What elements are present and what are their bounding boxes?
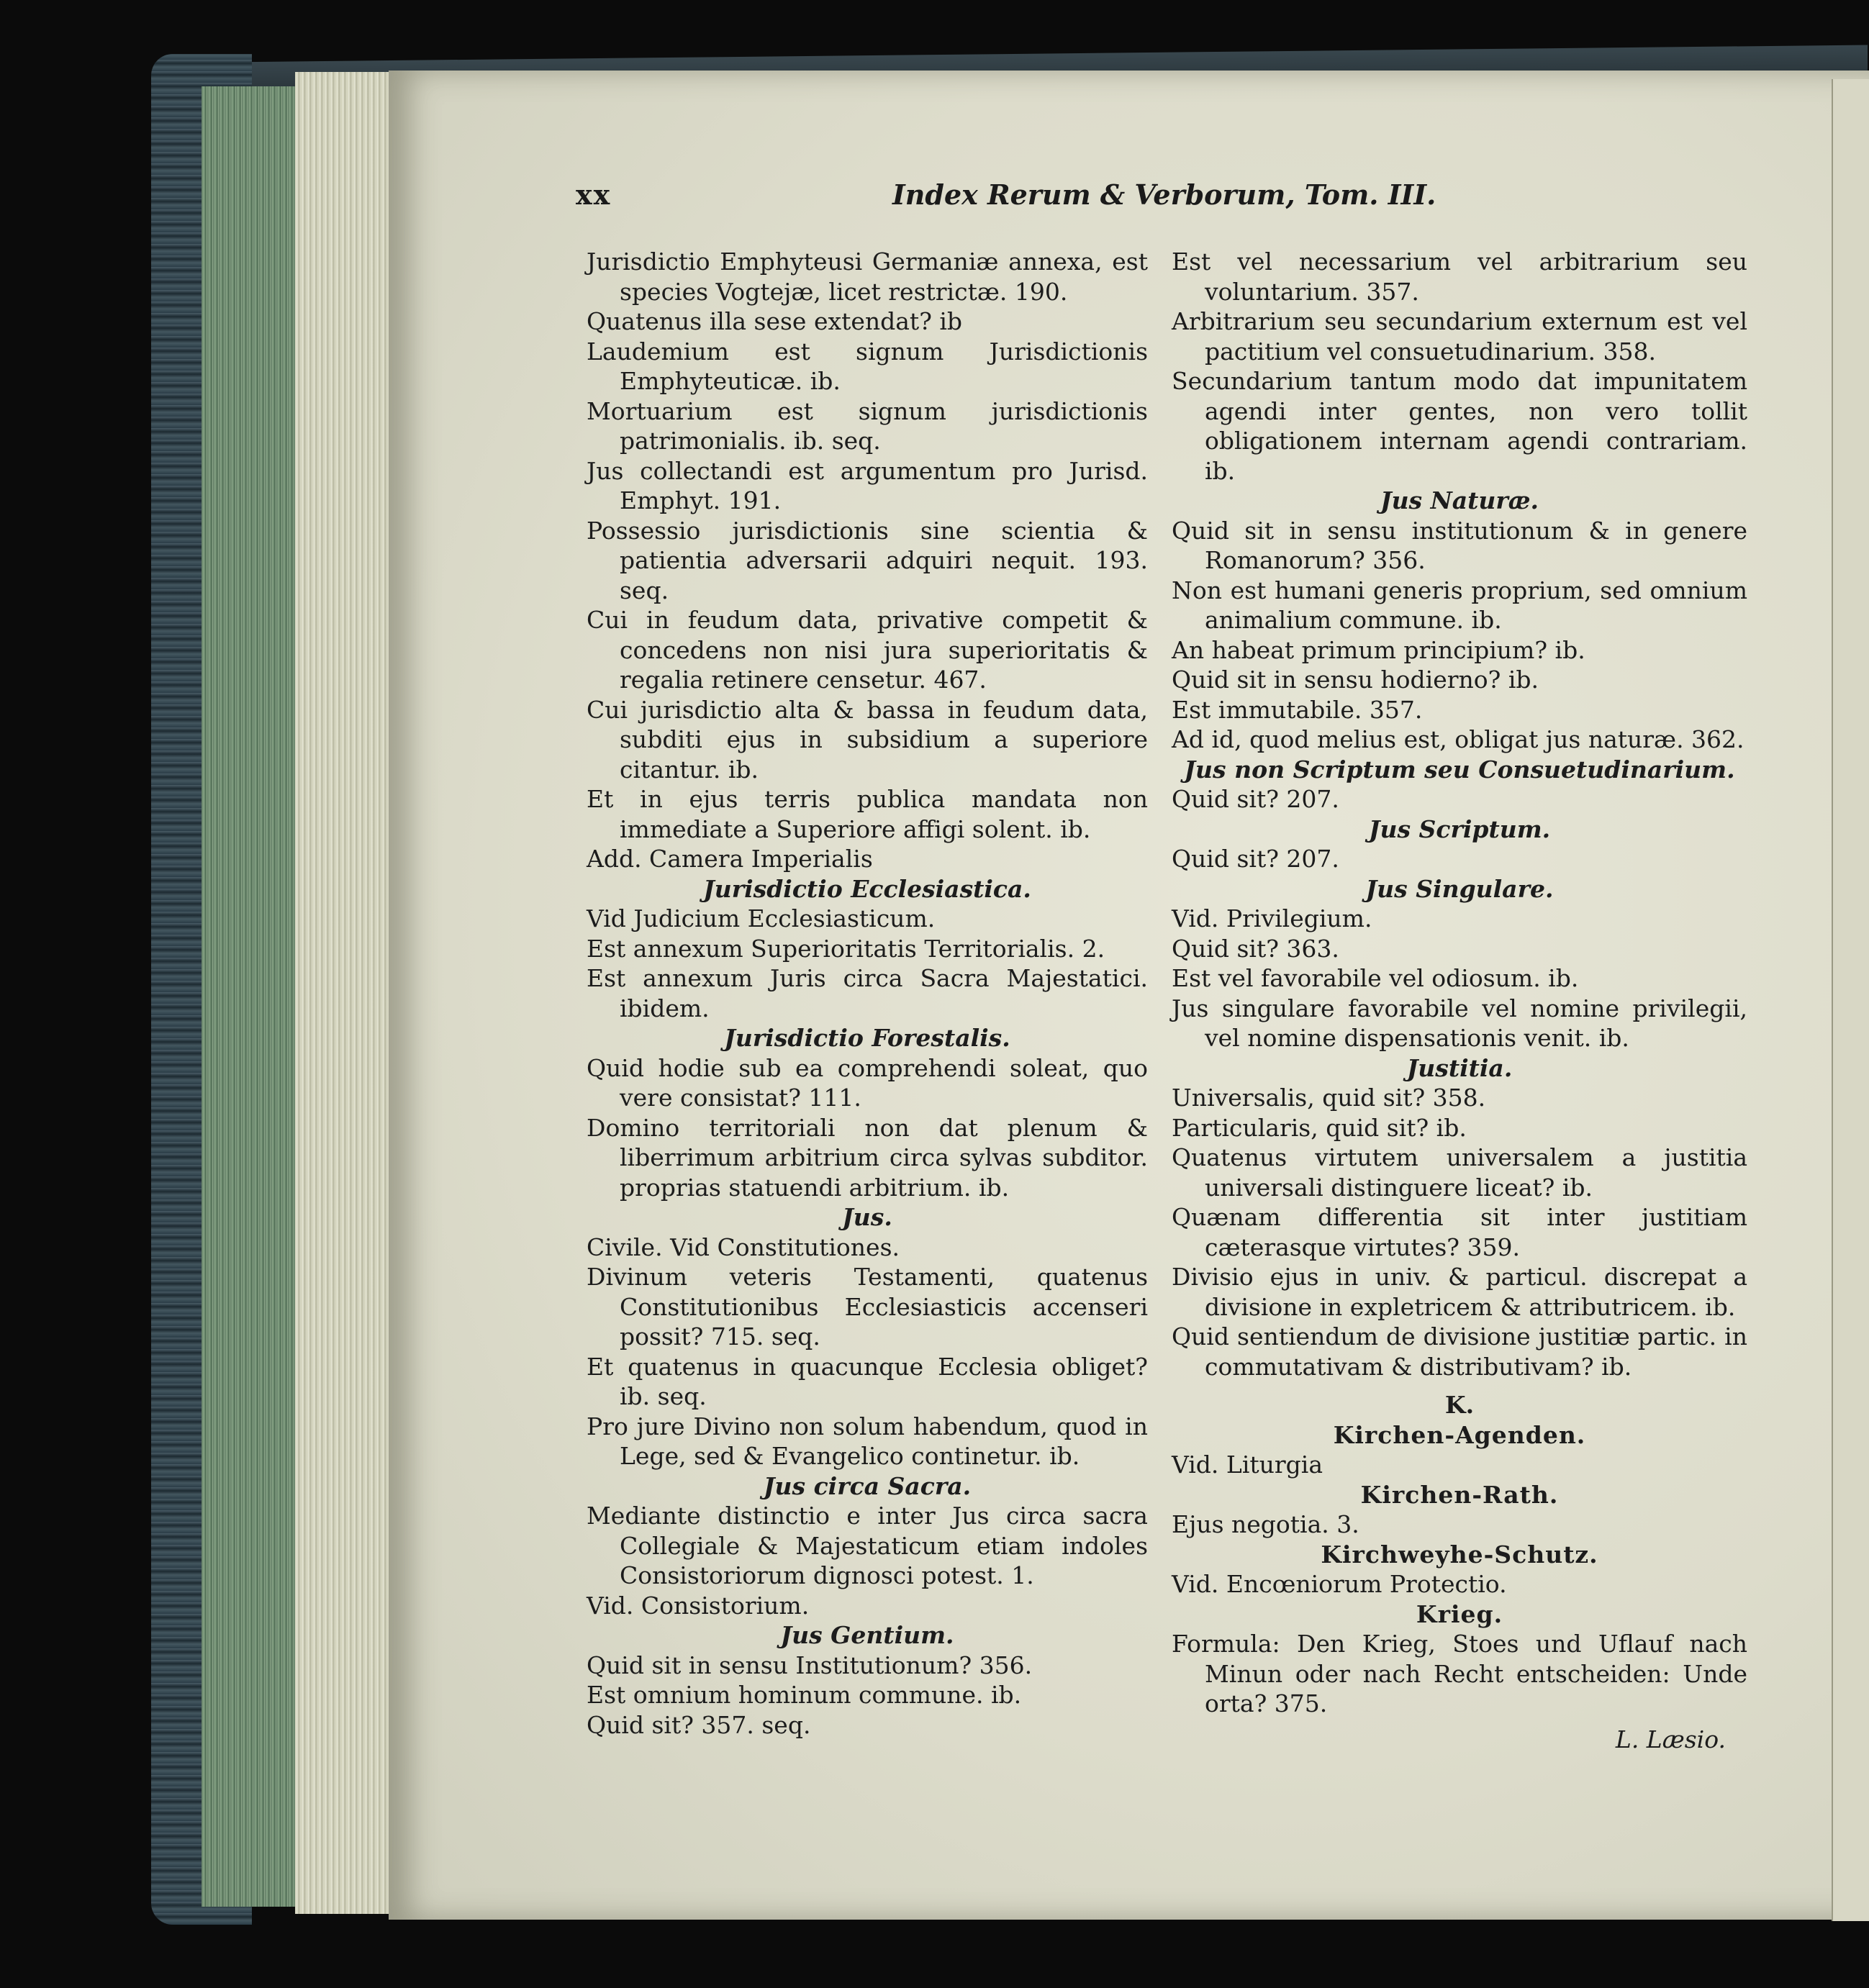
index-entry: Vid. Privilegium. — [1172, 904, 1372, 932]
index-entry: Quid sit? 207. — [1172, 845, 1339, 873]
index-entry: Cui jurisdictio alta & bassa in feudum data, subditi ejus in subsidium a superiore citantur. ib. — [587, 695, 1148, 784]
index-entry: Divisio ejus in univ. & particul. discrepat a divisione in expletricem & attributricem. ib. — [1172, 1263, 1747, 1321]
index-entry: Quatenus virtutem universalem a justitia universali distinguere liceat? ib. — [1172, 1143, 1747, 1202]
index-entry: Quatenus illa sese extendat? ib — [587, 307, 963, 335]
page-edges-stack — [295, 72, 396, 1914]
index-heading: Jus Scriptum. — [1368, 814, 1551, 843]
index-entry: Laudemium est signum Jurisdictionis Emphyteuticæ. ib. — [587, 337, 1148, 395]
index-entry: Vid. Consistorium. — [587, 1591, 810, 1620]
index-heading: Jus circa Sacra. — [763, 1471, 972, 1500]
index-entry: Arbitrarium seu secundarium externum est vel pactitium vel consuetudinarium. 358. — [1172, 307, 1747, 366]
index-entry: Particularis, quid sit? ib. — [1172, 1113, 1467, 1142]
page-edges-green — [202, 86, 302, 1907]
index-column-right — [1172, 247, 1747, 1754]
page-folio: xx — [576, 178, 612, 211]
index-entry: Jus singulare favorabile vel nomine privilegii, vel nomine dispensationis venit. ib. — [1172, 994, 1747, 1052]
index-entry: Quid sit in sensu hodierno? ib. — [1172, 666, 1539, 694]
index-entry: Civile. Vid Constitutiones. — [587, 1233, 900, 1261]
index-entry: Ejus negotia. 3. — [1172, 1510, 1359, 1538]
index-entry: Add. Camera Imperialis — [587, 845, 873, 873]
index-heading-fraktur: Kirchweyhe-Schutz. — [1321, 1540, 1598, 1569]
index-entry: Possessio jurisdictionis sine scientia & patientia adversarii adquiri nequit. 193. seq. — [587, 516, 1148, 604]
index-heading-fraktur: Kirchen-Rath. — [1360, 1480, 1559, 1509]
index-entry: Vid Judicium Ecclesiasticum. — [587, 904, 936, 932]
index-entry: Et quatenus in quacunque Ecclesia obliget? ib. seq. — [587, 1352, 1148, 1410]
index-heading: Jus Naturæ. — [1380, 486, 1539, 514]
index-entry: Est vel necessarium vel arbitrarium seu voluntarium. 357. — [1172, 248, 1747, 306]
index-entry: Formula: Den Krieg, Stoes und Uflauf nach Minun oder nach Recht entscheiden: Unde orta? 375. — [1172, 1630, 1747, 1717]
index-entry: Mediante distinctio e inter Jus circa sacra Collegiale & Majestaticum etiam indoles Consistoriorum dignosci potest. 1. — [587, 1502, 1148, 1589]
running-title: Index Rerum & Verborum, Tom. III. — [892, 178, 1436, 211]
catchword: L. Læsio. — [1615, 1725, 1726, 1753]
index-entry: Cui in feudum data, privative competit & concedens non nisi jura superioritatis & regalia retinere censetur. 467. — [587, 606, 1148, 694]
index-entry: Est annexum Juris circa Sacra Majestatici. ibidem. — [587, 964, 1148, 1022]
index-entry: An habeat primum principium? ib. — [1172, 635, 1585, 664]
index-entry: Quid sit? 363. — [1172, 934, 1339, 963]
index-heading-fraktur: Kirchen-Agenden. — [1333, 1420, 1586, 1449]
index-heading: Jus Gentium. — [780, 1621, 954, 1649]
index-heading: Jurisdictio Forestalis. — [724, 1024, 1010, 1052]
index-entry: Quid sentiendum de divisione justitiæ partic. in commutativam & distributivam? ib. — [1172, 1322, 1747, 1381]
index-entry: Est vel favorabile vel odiosum. ib. — [1172, 964, 1579, 992]
index-entry: Quid sit? 357. seq. — [587, 1710, 811, 1739]
section-letter: K. — [1444, 1391, 1475, 1419]
index-entry: Vid. Liturgia — [1172, 1451, 1323, 1479]
index-entry: Quid sit? 207. — [1172, 785, 1339, 813]
index-entry: Secundarium tantum modo dat impunitatem agendi inter gentes, non vero tollit obligationem internam agendi contrariam. ib. — [1172, 367, 1747, 485]
index-entry: Quænam differentia sit inter justitiam cæterasque virtutes? 359. — [1172, 1203, 1747, 1261]
index-heading: Justitia. — [1406, 1053, 1513, 1082]
index-entry: Vid. Encœniorum Protectio. — [1172, 1570, 1507, 1598]
index-entry: Jurisdictio Emphyteusi Germaniæ annexa, est species Vogtejæ, licet restrictæ. 190. — [587, 248, 1148, 306]
index-entry: Domino territoriali non dat plenum & liberrimum arbitrium circa sylvas subditor. proprias statuendi arbitrium. ib. — [587, 1113, 1148, 1202]
index-entry: Jus collectandi est argumentum pro Jurisd. Emphyt. 191. — [587, 456, 1148, 514]
index-entry: Non est humani generis proprium, sed omnium animalium commune. ib. — [1172, 576, 1747, 634]
index-entry: Est immutabile. 357. — [1172, 695, 1423, 724]
index-heading: Jus. — [842, 1203, 892, 1231]
index-entry: Est annexum Superioritatis Territorialis. 2. — [587, 934, 1105, 963]
index-entry: Est omnium hominum commune. ib. — [587, 1681, 1022, 1709]
index-heading-fraktur: Krieg. — [1416, 1599, 1503, 1628]
running-header — [576, 178, 1436, 229]
index-column-left — [587, 247, 1148, 1740]
index-entry: Ad id, quod melius est, obligat jus naturæ. 362. — [1172, 725, 1744, 753]
index-entry: Mortuarium est signum jurisdictionis patrimonialis. ib. seq. — [587, 396, 1148, 455]
index-entry: Divinum veteris Testamenti, quatenus Constitutionibus Ecclesiasticis accenseri possit? 715. seq. — [587, 1263, 1148, 1351]
index-entry: Quid sit in sensu Institutionum? 356. — [587, 1651, 1033, 1679]
index-entry: Pro jure Divino non solum habendum, quod in Lege, sed & Evangelico continetur. ib. — [587, 1412, 1148, 1470]
index-entry: Universalis, quid sit? 358. — [1172, 1084, 1486, 1112]
index-entry: Quid sit in sensu institutionum & in genere Romanorum? 356. — [1172, 516, 1747, 574]
next-page-edge — [1832, 79, 1869, 1921]
index-heading: Jurisdictio Ecclesiastica. — [703, 874, 1031, 903]
index-heading: Jus Singulare. — [1365, 874, 1554, 903]
index-entry: Et in ejus terris publica mandata non immediate a Superiore affigi solent. ib. — [587, 785, 1148, 843]
index-entry: Quid hodie sub ea comprehendi soleat, quo vere consistat? 111. — [587, 1053, 1148, 1112]
index-heading: Jus non Scriptum seu Consuetudinarium. — [1184, 755, 1735, 784]
